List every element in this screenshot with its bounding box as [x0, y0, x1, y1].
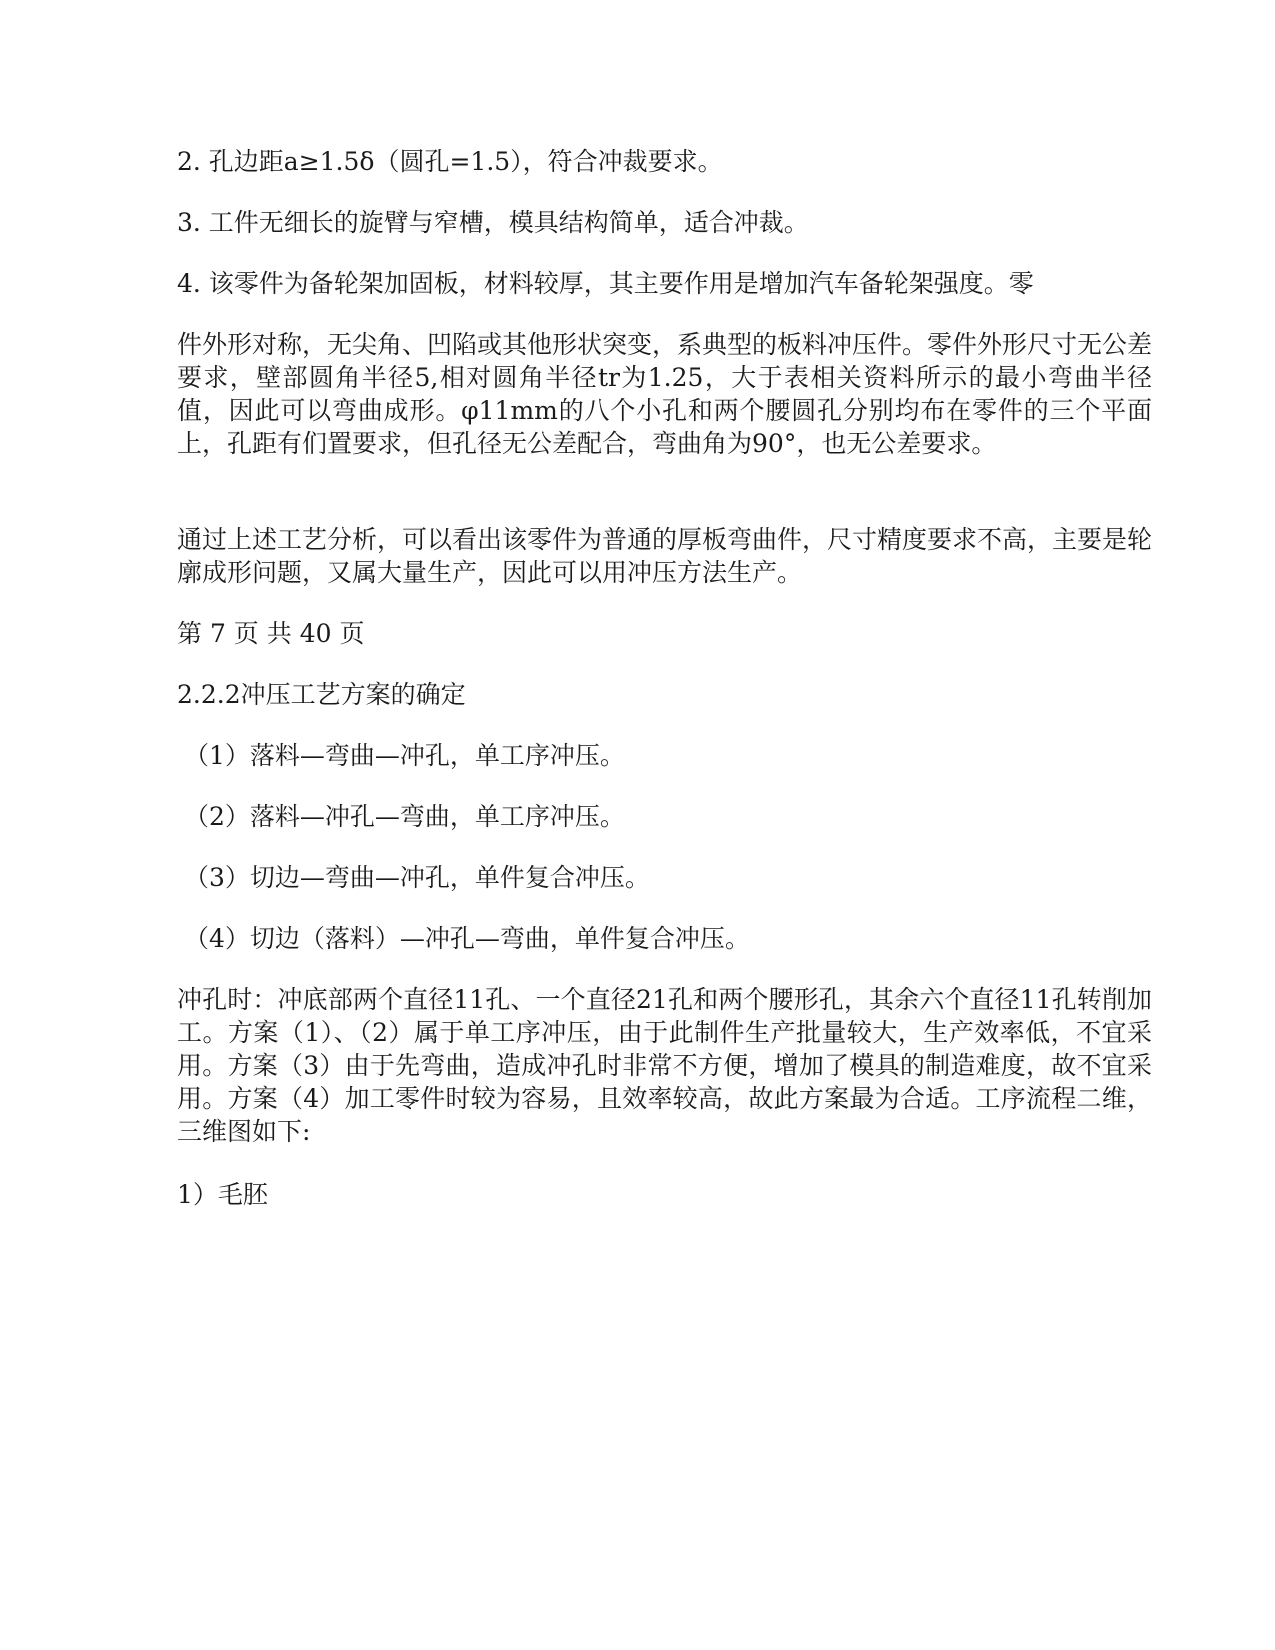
list-item: 4. 该零件为备轮架加固板，材料较厚，其主要作用是增加汽车备轮架强度。零 — [177, 269, 1034, 298]
paragraph-punching: 冲孔时：冲底部两个直径11孔、一个直径21孔和两个腰形孔，其余六个直径11孔转削加工。方案（1）、（2）属于单工序冲压，由于此制件生产批量较大，生产效率低，不宜采用。方案（3）由于先弯曲，造成冲孔时非常不方便，增加了模具的制造难度，故不宜采用。方案（4）加工零件时较为容易，且效率较高，故此方案最为合适。工序流程二维，三维图如下: — [177, 985, 1152, 1146]
step-item: 1）毛胚 — [177, 1180, 268, 1209]
page-number: 第 7 页 共 40 页 — [177, 619, 365, 648]
option-item: （3）切边—弯曲—冲孔，单件复合冲压。 — [184, 863, 650, 892]
option-item: （2）落料—冲孔—弯曲，单工序冲压。 — [184, 802, 625, 831]
section-heading: 2.2.2冲压工艺方案的确定 — [177, 680, 466, 709]
option-item: （1）落料—弯曲—冲孔，单工序冲压。 — [184, 741, 625, 770]
list-item: 3. 工件无细长的旋臂与窄槽，模具结构简单，适合冲裁。 — [177, 208, 809, 237]
paragraph-conclusion: 通过上述工艺分析，可以看出该零件为普通的厚板弯曲件，尺寸精度要求不高，主要是轮廓成形问题，又属大量生产，因此可以用冲压方法生产。 — [177, 525, 1153, 587]
paragraph-shape-analysis: 件外形对称，无尖角、凹陷或其他形状突变，系典型的板料冲压件。零件外形尺寸无公差要求，壁部圆角半径5,相对圆角半径tr为1.25，大于表相关资料所示的最小弯曲半径值，因此可以弯曲成形。φ11mm的八个小孔和两个腰圆孔分别均布在零件的三个平面上，孔距有们置要求，但孔径无公差配合，弯曲角为90°，也无公差要求。 — [177, 330, 1153, 458]
option-item: （4）切边（落料）—冲孔—弯曲，单件复合冲压。 — [184, 924, 750, 953]
list-item: 2. 孔边距a≥1.5δ（圆孔=1.5），符合冲裁要求。 — [177, 147, 723, 176]
